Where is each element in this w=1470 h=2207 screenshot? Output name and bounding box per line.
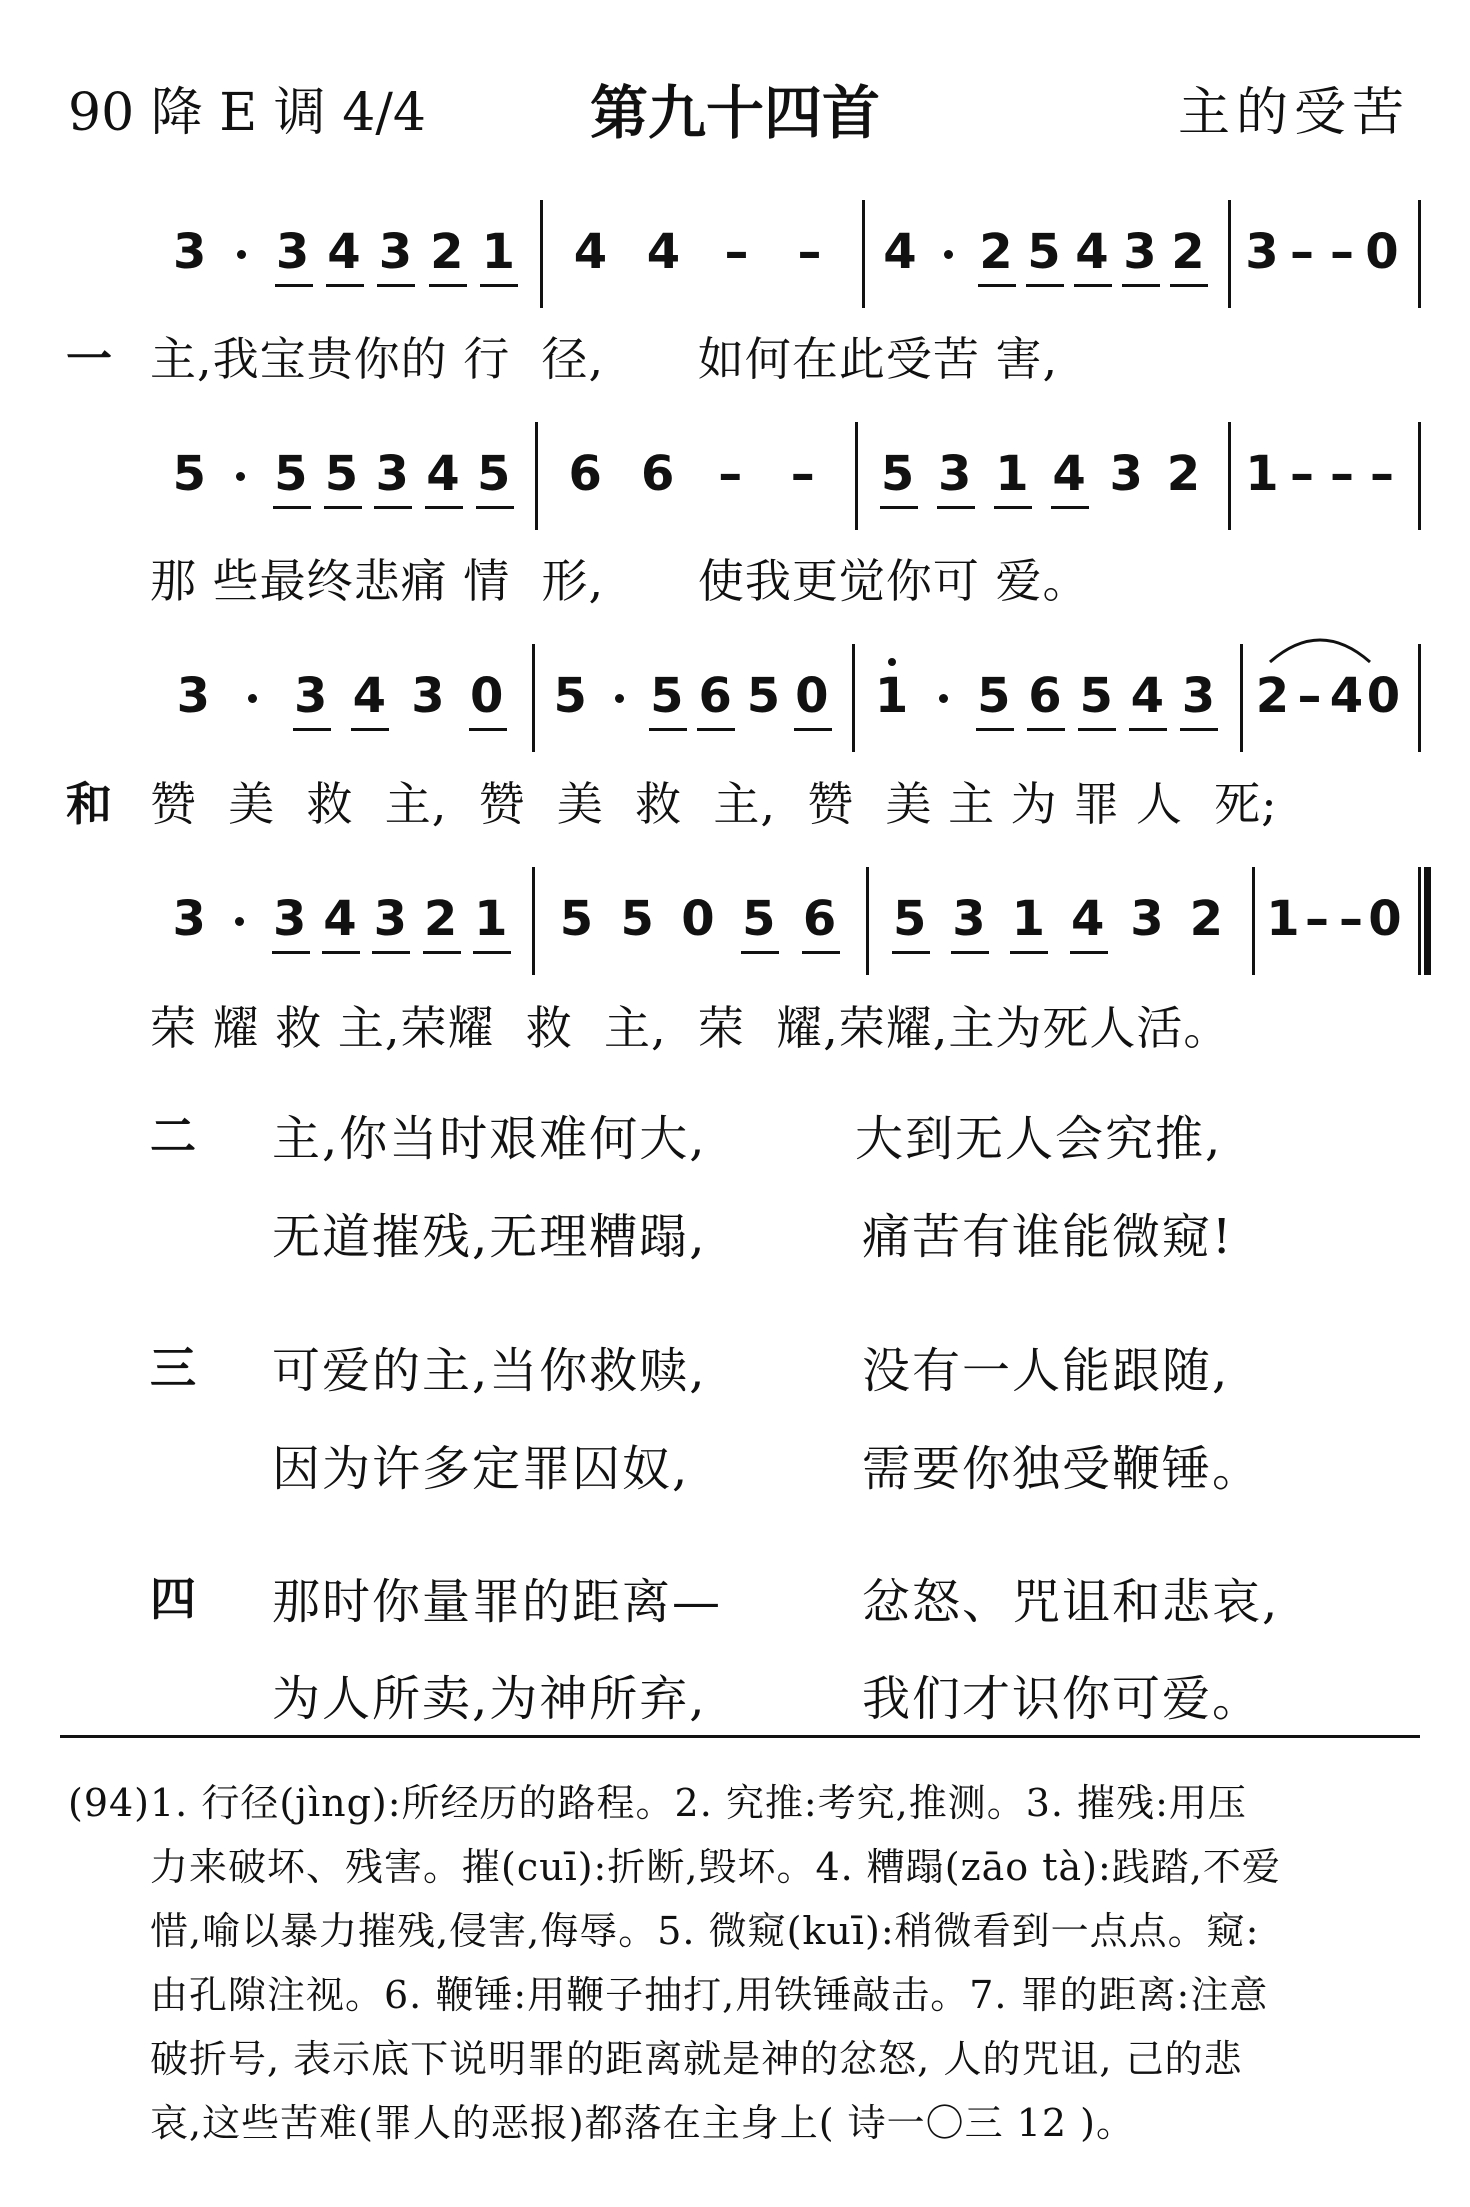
note-1: 1 xyxy=(874,668,909,724)
eighth-underline xyxy=(469,728,507,731)
note-4: 4 xyxy=(327,224,361,280)
augmentation-dot xyxy=(237,250,246,259)
note-5: 5 xyxy=(977,668,1011,724)
note-4: 4 xyxy=(883,224,917,280)
bar-line xyxy=(1418,200,1421,308)
hymn-subtitle: 主的受苦 xyxy=(1177,83,1410,143)
note-extension: – xyxy=(1330,446,1354,502)
augmentation-dot xyxy=(615,694,624,703)
bar-line xyxy=(1418,867,1421,975)
note-6: 6 xyxy=(802,891,837,947)
bar-line xyxy=(1252,867,1255,975)
verse-4-line-2a: 为人所卖,为神所弃, xyxy=(272,1671,707,1727)
lyric-line-3: 赞 美 救 主, 赞 美 救 主, 赞 美 主 为 罪 人 死; xyxy=(150,777,1278,831)
note-6: 6 xyxy=(1028,668,1062,724)
eighth-underline xyxy=(1180,728,1218,731)
verse-label-4: 四 xyxy=(150,1572,196,1626)
eighth-underline xyxy=(273,506,311,509)
eighth-underline xyxy=(429,284,467,287)
note-extension: – xyxy=(1290,224,1314,280)
note-4: 4 xyxy=(1075,224,1109,280)
note-0: 0 xyxy=(1366,668,1401,724)
eighth-underline xyxy=(1122,284,1160,287)
footnote-divider xyxy=(60,1735,1420,1738)
bar-line xyxy=(862,200,865,308)
chorus-label: 和 xyxy=(66,777,112,831)
note-2: 2 xyxy=(430,224,464,280)
augmentation-dot xyxy=(235,917,244,926)
eighth-underline xyxy=(802,951,840,954)
note-extension: – xyxy=(1370,446,1394,502)
eighth-underline xyxy=(476,506,514,509)
verse-4-line-1b: 忿怒、咒诅和悲哀, xyxy=(862,1574,1280,1630)
eighth-underline xyxy=(480,284,518,287)
note-5: 5 xyxy=(476,446,511,502)
eighth-underline xyxy=(951,951,989,954)
eighth-underline xyxy=(377,284,415,287)
note-5: 5 xyxy=(746,668,781,724)
note-0: 0 xyxy=(681,891,715,947)
eighth-underline xyxy=(978,284,1016,287)
note-extension: – xyxy=(718,446,743,502)
eighth-underline xyxy=(1026,284,1064,287)
note-5: 5 xyxy=(892,891,927,947)
note-3: 3 xyxy=(293,668,328,724)
note-0: 0 xyxy=(1368,891,1402,947)
eighth-underline xyxy=(473,951,511,954)
eighth-underline xyxy=(1074,284,1112,287)
verse-4-line-2b: 我们才识你可爱。 xyxy=(862,1671,1263,1727)
eighth-underline xyxy=(425,506,463,509)
bar-line xyxy=(1240,644,1243,752)
eighth-underline xyxy=(1010,951,1048,954)
note-2: 2 xyxy=(1171,224,1205,280)
note-3: 3 xyxy=(172,891,206,947)
note-5: 5 xyxy=(1027,224,1061,280)
note-1: 1 xyxy=(995,446,1029,502)
footnote-line-5: 破折号, 表示底下说明罪的距离就是神的忿怒, 人的咒诅, 己的悲 xyxy=(150,2037,1243,2081)
note-2: 2 xyxy=(1166,446,1201,502)
augmentation-dot xyxy=(944,250,953,259)
note-5: 5 xyxy=(620,891,654,947)
final-bar-line xyxy=(1424,867,1431,975)
bar-line xyxy=(532,644,535,752)
note-5: 5 xyxy=(324,446,359,502)
eighth-underline xyxy=(351,728,389,731)
verse-3-line-1a: 可爱的主,当你救赎, xyxy=(272,1343,707,1399)
note-0: 0 xyxy=(795,668,829,724)
verse-3-line-2b: 需要你独受鞭锤。 xyxy=(862,1441,1263,1497)
note-4: 4 xyxy=(1329,668,1364,724)
note-6: 6 xyxy=(568,446,602,502)
note-3: 3 xyxy=(378,224,413,280)
note-3: 3 xyxy=(1123,224,1157,280)
note-4: 4 xyxy=(1070,891,1105,947)
note-5: 5 xyxy=(274,446,308,502)
eighth-underline xyxy=(322,951,360,954)
eighth-underline xyxy=(1078,728,1116,731)
note-6: 6 xyxy=(641,446,675,502)
note-5: 5 xyxy=(1079,668,1113,724)
eighth-underline xyxy=(1051,506,1089,509)
eighth-underline xyxy=(741,951,779,954)
note-extension: – xyxy=(1330,224,1354,280)
footnote-line-6: 哀,这些苦难(罪人的恶报)都落在主身上( 诗一〇三 12 )。 xyxy=(150,2101,1135,2145)
note-1: 1 xyxy=(1011,891,1046,947)
note-2: 2 xyxy=(423,891,458,947)
note-1: 1 xyxy=(1266,891,1300,947)
note-3: 3 xyxy=(373,891,407,947)
verse-3-line-2a: 因为许多定罪囚奴, xyxy=(272,1441,690,1497)
eighth-underline xyxy=(794,728,832,731)
verse-2-line-1b: 大到无人会究推, xyxy=(855,1111,1223,1167)
note-3: 3 xyxy=(173,224,207,280)
note-2: 2 xyxy=(979,224,1013,280)
bar-line xyxy=(1418,644,1421,752)
bar-line xyxy=(535,422,538,530)
eighth-underline xyxy=(697,728,735,731)
verse-2-line-1a: 主,你当时艰难何大, xyxy=(272,1111,707,1167)
lyric-line-2: 那 些最终悲痛 情 形, 使我更觉你可 爱。 xyxy=(150,554,1090,608)
note-5: 5 xyxy=(172,446,207,502)
augmentation-dot xyxy=(248,694,257,703)
verse-4-line-1a: 那时你量罪的距离— xyxy=(272,1574,723,1630)
note-3: 3 xyxy=(1130,891,1164,947)
augmentation-dot xyxy=(939,694,948,703)
eighth-underline xyxy=(1129,728,1167,731)
note-0: 0 xyxy=(469,668,504,724)
note-extension: – xyxy=(790,446,815,502)
note-3: 3 xyxy=(273,891,307,947)
note-1: 1 xyxy=(481,224,515,280)
verse-label-1: 一 xyxy=(66,332,112,386)
note-4: 4 xyxy=(1130,668,1164,724)
eighth-underline xyxy=(275,284,313,287)
eighth-underline xyxy=(1070,951,1108,954)
eighth-underline xyxy=(994,506,1032,509)
note-3: 3 xyxy=(1245,224,1279,280)
eighth-underline xyxy=(272,951,310,954)
eighth-underline xyxy=(374,506,412,509)
note-3: 3 xyxy=(1109,446,1143,502)
eighth-underline xyxy=(326,284,364,287)
hymn-title: 第九十四首 xyxy=(589,79,880,147)
note-5: 5 xyxy=(880,446,915,502)
note-6: 6 xyxy=(698,668,732,724)
eighth-underline xyxy=(1170,284,1208,287)
note-4: 4 xyxy=(1052,446,1086,502)
footnote-line-2: 力来破坏、残害。摧(cuī):折断,毁坏。4. 糟蹋(zāo tà):践踏,不爱 xyxy=(150,1845,1281,1889)
note-4: 4 xyxy=(323,891,357,947)
lyric-line-4: 荣 耀 救 主,荣耀 救 主, 荣 耀,荣耀,主为死人活。 xyxy=(150,1001,1231,1055)
verse-label-2: 二 xyxy=(150,1109,196,1163)
note-3: 3 xyxy=(1181,668,1216,724)
footnote-line-3: 惜,喻以暴力摧残,侵害,侮辱。5. 微窥(kuī):稍微看到一点点。窥: xyxy=(150,1909,1260,1953)
bar-line xyxy=(532,867,535,975)
note-3: 3 xyxy=(952,891,986,947)
augmentation-dot xyxy=(236,472,245,481)
note-1: 1 xyxy=(474,891,508,947)
note-extension: – xyxy=(797,224,822,280)
note-2: 2 xyxy=(1255,668,1290,724)
bar-line xyxy=(1228,200,1231,308)
note-5: 5 xyxy=(650,668,684,724)
note-extension: – xyxy=(1339,891,1363,947)
note-3: 3 xyxy=(375,446,409,502)
note-extension: – xyxy=(724,224,749,280)
footnote-line-1: (94)1. 行径(jìng):所经历的路程。2. 究推:考究,推测。3. 摧残:用压 xyxy=(68,1781,1247,1825)
note-3: 3 xyxy=(275,224,310,280)
bar-line xyxy=(1228,422,1231,530)
eighth-underline xyxy=(324,506,362,509)
note-4: 4 xyxy=(646,224,681,280)
verse-3-line-1b: 没有一人能跟随, xyxy=(862,1343,1230,1399)
note-0: 0 xyxy=(1365,224,1399,280)
octave-dot xyxy=(888,658,896,666)
note-3: 3 xyxy=(411,668,445,724)
note-extension: – xyxy=(1305,891,1329,947)
note-4: 4 xyxy=(426,446,460,502)
eighth-underline xyxy=(976,728,1014,731)
eighth-underline xyxy=(880,506,918,509)
note-extension: – xyxy=(1290,446,1314,502)
note-1: 1 xyxy=(1245,446,1279,502)
note-3: 3 xyxy=(938,446,972,502)
bar-line xyxy=(1418,422,1421,530)
verse-2-line-2b: 痛苦有谁能微窥! xyxy=(862,1209,1234,1265)
bar-line xyxy=(855,422,858,530)
key-signature: 90 降 E 调 4/4 xyxy=(68,83,426,143)
eighth-underline xyxy=(293,728,331,731)
note-2: 2 xyxy=(1189,891,1224,947)
lyric-line-1: 主,我宝贵你的 行 径, 如何在此受苦 害, xyxy=(150,332,1059,386)
eighth-underline xyxy=(892,951,930,954)
note-4: 4 xyxy=(573,224,608,280)
eighth-underline xyxy=(372,951,410,954)
note-5: 5 xyxy=(553,668,587,724)
bar-line xyxy=(866,867,869,975)
verse-label-3: 三 xyxy=(150,1341,196,1395)
note-5: 5 xyxy=(559,891,594,947)
tie-arc xyxy=(1265,626,1375,666)
eighth-underline xyxy=(649,728,687,731)
note-5: 5 xyxy=(742,891,776,947)
bar-line xyxy=(540,200,543,308)
eighth-underline xyxy=(1027,728,1065,731)
eighth-underline xyxy=(423,951,461,954)
bar-line xyxy=(852,644,855,752)
note-4: 4 xyxy=(352,668,387,724)
note-3: 3 xyxy=(176,668,211,724)
verse-2-line-2a: 无道摧残,无理糟蹋, xyxy=(272,1209,707,1265)
footnote-line-4: 由孔隙注视。6. 鞭锤:用鞭子抽打,用铁锤敲击。7. 罪的距离:注意 xyxy=(150,1973,1269,2017)
eighth-underline xyxy=(937,506,975,509)
note-extension: – xyxy=(1297,668,1322,724)
